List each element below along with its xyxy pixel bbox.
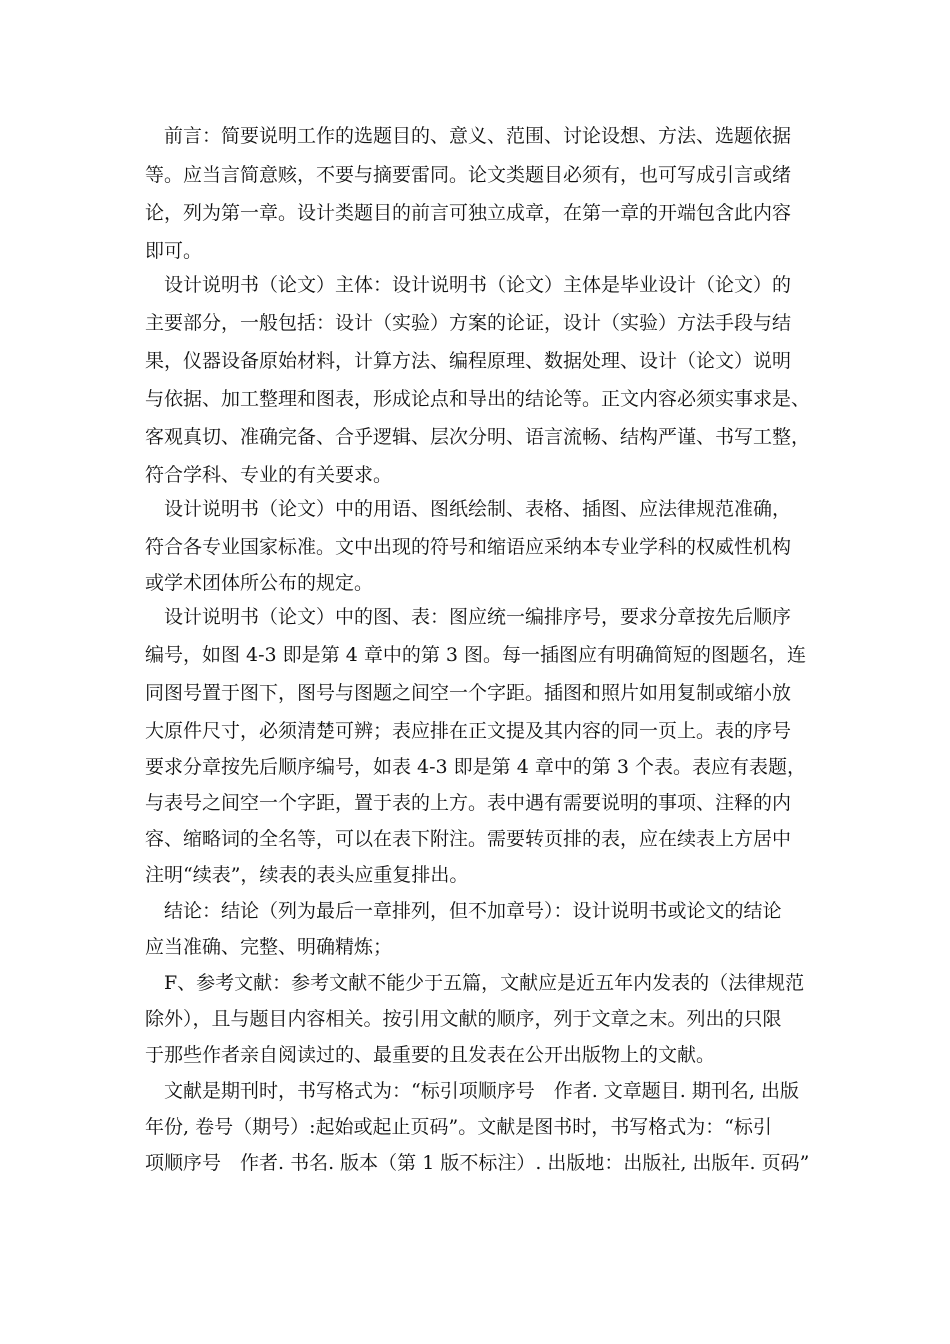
text-line: F、参考文献：参考文献不能少于五篇，文献应是近五年内发表的（法律规范 xyxy=(145,972,805,994)
text-line: 符合各专业国家标准。文中出现的符号和缩语应采纳本专业学科的权威性机构 xyxy=(145,536,792,558)
text-line: 结论：结论（列为最后一章排列，但不加章号）：设计说明书或论文的结论 xyxy=(145,900,782,922)
text-line: 项顺序号 作者. 书名. 版本（第 1 版不标注）. 出版地：出版社, 出版年. 页码” xyxy=(145,1152,810,1174)
text-line: 年份, 卷号（期号）:起始或起止页码”。文献是图书时，书写格式为：“标引 xyxy=(145,1116,772,1138)
text-line: 设计说明书（论文）中的图、表：图应统一编排序号，要求分章按先后顺序 xyxy=(145,606,792,628)
text-line: 容、缩略词的全名等，可以在表下附注。需要转页排的表，应在续表上方居中 xyxy=(145,828,792,850)
text-line: 主要部分，一般包括：设计（实验）方案的论证，设计（实验）方法手段与结 xyxy=(145,312,792,334)
text-line: 与表号之间空一个字距，置于表的上方。表中遇有需要说明的事项、注释的内 xyxy=(145,792,792,814)
text-line: 设计说明书（论文）主体：设计说明书（论文）主体是毕业设计（论文）的 xyxy=(145,274,792,296)
text-line: 编号，如图 4-3 即是第 4 章中的第 3 图。每一插图应有明确简短的图题名，连 xyxy=(145,644,807,666)
text-line: 于那些作者亲自阅读过的、最重要的且发表在公开出版物上的文献。 xyxy=(145,1044,716,1066)
text-line: 符合学科、专业的有关要求。 xyxy=(145,464,393,486)
text-line: 或学术团体所公布的规定。 xyxy=(145,572,374,594)
text-line: 设计说明书（论文）中的用语、图纸绘制、表格、插图、应法律规范准确， xyxy=(145,498,792,520)
text-line: 与依据、加工整理和图表，形成论点和导出的结论等。正文内容必须实事求是、 xyxy=(145,388,811,410)
text-line: 文献是期刊时，书写格式为：“标引项顺序号 作者. 文章题目. 期刊名, 出版 xyxy=(145,1080,799,1102)
text-line: 同图号置于图下，图号与图题之间空一个字距。插图和照片如用复制或缩小放 xyxy=(145,682,792,704)
text-line: 论，列为第一章。设计类题目的前言可独立成章，在第一章的开端包含此内容 xyxy=(145,202,792,224)
text-line: 除外），且与题目内容相关。按引用文献的顺序，列于文章之末。列出的只限 xyxy=(145,1008,782,1030)
text-line: 果，仪器设备原始材料，计算方法、编程原理、数据处理、设计（论文）说明 xyxy=(145,350,792,372)
text-line: 注明“续表”，续表的表头应重复排出。 xyxy=(145,864,469,886)
text-line: 大原件尺寸，必须清楚可辨；表应排在正文提及其内容的同一页上。表的序号 xyxy=(145,720,792,742)
text-line: 前言：简要说明工作的选题目的、意义、范围、讨论设想、方法、选题依据 xyxy=(145,125,792,147)
text-line: 客观真切、准确完备、合乎逻辑、层次分明、语言流畅、结构严谨、书写工整， xyxy=(145,426,811,448)
text-line: 要求分章按先后顺序编号，如表 4-3 即是第 4 章中的第 3 个表。表应有表题， xyxy=(145,756,807,778)
text-line: 等。应当言简意赅，不要与摘要雷同。论文类题目必须有，也可写成引言或绪 xyxy=(145,164,792,186)
text-line: 应当准确、完整、明确精炼； xyxy=(145,936,393,958)
text-line: 即可。 xyxy=(145,240,203,262)
